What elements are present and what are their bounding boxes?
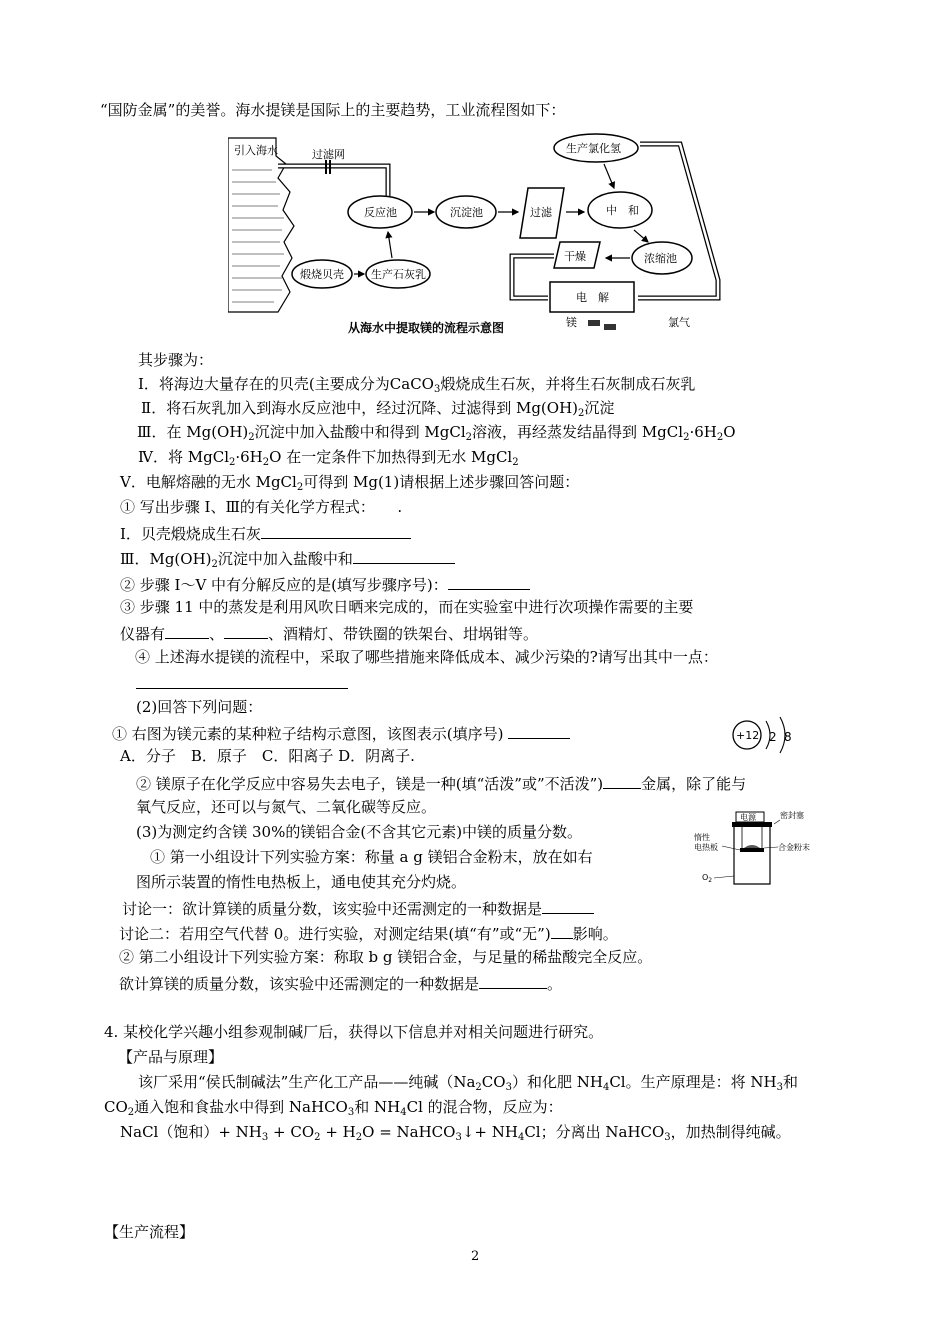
step-1: I．将海边大量存在的贝壳(主要成分为CaCO$_3$煅烧成生石灰，并将生石灰制成石灰乳 [138,375,696,395]
steps-title: 其步骤为： [138,351,214,369]
answer-blank[interactable] [353,547,455,564]
shell-label: 煅烧贝壳 [300,268,344,281]
powder-label: 合金粉末 [778,843,810,852]
alloy-powder [744,845,760,848]
answer-blank[interactable] [508,722,570,739]
step-5: V．电解熔融的无水 MgCl$_2$可得到 Mg(1)请根据上述步骤回答问题： [120,473,580,493]
section-4-para-1: 该厂采用“侯氏制碱法”生产化工产品——纯碱$(Na_2CO_3)$和化肥 $NH_4Cl$。生产原理是：将 $NH_3$和 [138,1073,798,1093]
apparatus-diagram [692,810,832,890]
step-4: Ⅳ．将 $MgCl_2\cdot 6H_2O$ 在一定条件下加热得到无水 MgCl$_2$ [138,448,519,468]
part-2-options: A．分子 B．原子 C．阳离子 D．阴离子. [120,747,415,765]
section-4-title: 4. 某校化学兴趣小组参观制碱厂后，获得以下信息并对相关问题进行研究。 [104,1023,604,1041]
discussion-1: 讨论一：欲计算镁的质量分数，该实验中还需测定的一种数据是 [122,897,594,919]
question-1a: I．贝壳煅烧成生石灰 [120,522,411,544]
sea-label: 引入海水 [234,144,278,157]
filter-label: 过滤 [530,206,552,219]
hcl-label: 生产氯化氢 [566,142,621,155]
question-4: ④ 上述海水提镁的流程中，采取了哪些措施来降低成本、减少污染的?请写出其中一点： [135,648,718,666]
answer-blank[interactable] [603,772,641,789]
question-2: ② 步骤 I～V 中有分解反应的是(填写步骤序号)： [120,573,530,595]
part-2-title: (2)回答下列问题： [136,698,263,716]
nucleus-charge: +12 [736,729,760,742]
step-3: Ⅲ．在 $Mg(OH)_2$沉淀中加入盐酸中和得到 MgCl$_2$溶液，再经蒸发结晶得到 $MgCl_2\cdot 6H_2O$ [137,423,736,443]
answer-blank[interactable] [479,972,547,989]
question-1: ① 写出步骤 I、Ⅲ的有关化学方程式： . [120,498,403,516]
container [734,827,770,884]
heating-plate [740,848,764,852]
plate-label-1: 惰性 [694,833,710,842]
dry-label: 干燥 [564,250,586,263]
section-4-equation: NaCl（饱和）+ $NH_3 + CO_2 + H_2O$ = NaHCO$_3$↓+ $NH_4Cl$；分离出 NaHCO$_3$，加热制得纯碱。 [120,1123,791,1143]
answer-blank[interactable] [165,622,209,639]
intro-text: “国防金属”的美誉。海水提镁是国际上的主要趋势，工业流程图如下： [100,101,566,119]
answer-blank[interactable] [224,622,268,639]
answer-blank[interactable] [448,573,530,590]
concentrate-label: 浓缩池 [644,252,677,265]
shell-1-electrons: 2 [769,730,777,744]
question-3b: 仪器有 、 、酒精灯、带铁圈的铁架台、坩埚钳等。 [120,622,538,644]
shell-2-electrons: 8 [784,730,792,744]
flowchart-caption: 从海水中提取镁的流程示意图 [348,321,505,335]
part-3-q2-cont: 欲计算镁的质量分数，该实验中还需测定的一种数据是 。 [119,972,562,994]
cl2-label: 氯气 [668,316,690,329]
filter-net-label: 过滤网 [312,148,345,161]
seal-plug [732,822,772,827]
part-2-q2-cont: 氧气反应，还可以与氮气、二氧化碳等反应。 [136,798,437,816]
power-label: 电源 [740,813,756,822]
mg-label: 镁 [566,316,577,329]
discussion-2: 讨论二：若用空气代替 0。进行实验，对测定结果(填“有”或“无”) 影响。 [119,922,618,944]
lime-label: 生产石灰乳 [371,268,426,281]
neutral-label: 中 和 [606,204,639,217]
part-3-title: (3)为测定约含镁 30%的镁铝合金(不含其它元素)中镁的质量分数。 [136,823,583,841]
seal-label: 密封塞 [780,811,804,820]
electrolysis-label: 电 解 [576,291,609,304]
step-2: Ⅱ．将石灰乳加入到海水反应池中，经过沉降、过滤得到 $Mg(OH)_2$沉淀 [141,399,615,419]
part-2-q1: ① 右图为镁元素的某种粒子结构示意图，该图表示(填序号) [112,722,570,744]
section-4-heading-product: 【产品与原理】 [118,1048,224,1066]
answer-blank[interactable] [551,922,573,939]
plate-label-2: 电热板 [694,843,718,852]
flowchart-figure [228,130,728,338]
pipe-sea [278,166,388,196]
page-number: 2 [471,1249,480,1264]
o2-label: $O_2$ [702,873,713,884]
answer-blank[interactable] [261,522,411,539]
part-3-q2: ② 第二小组设计下列实验方案：称取 b g 镁铝合金，与足量的稀盐酸完全反应。 [119,948,653,966]
part-3-q1-cont: 图所示装置的惰性电热板上，通电使其充分灼烧。 [136,873,467,891]
answer-blank[interactable] [136,688,348,689]
answer-blank[interactable] [542,897,594,914]
part-2-q2: ② 镁原子在化学反应中容易失去电子，镁是一种(填“活泼”或”不活泼”) 金属，除了能与 [136,772,746,794]
section-4-heading-flow: 【生产流程】 [104,1223,195,1241]
question-1b: Ⅲ．$Mg(OH)_2$沉淀中加入盐酸中和 [120,547,455,569]
part-3-q1: ① 第一小组设计下列实验方案：称量 a g 镁铝合金粉末，放在如右 [150,848,593,866]
settle-label: 沉淀池 [450,206,483,219]
reactor-label: 反应池 [364,206,397,219]
section-4-para-2: $CO_2$通入饱和食盐水中得到 NaHCO$_3$和 $NH_4Cl$ 的混合物，反应为： [104,1098,563,1118]
atom-structure-diagram [730,715,800,760]
question-3: ③ 步骤 11 中的蒸发是利用风吹日晒来完成的，而在实验室中进行次项操作需要的主要 [120,598,694,616]
